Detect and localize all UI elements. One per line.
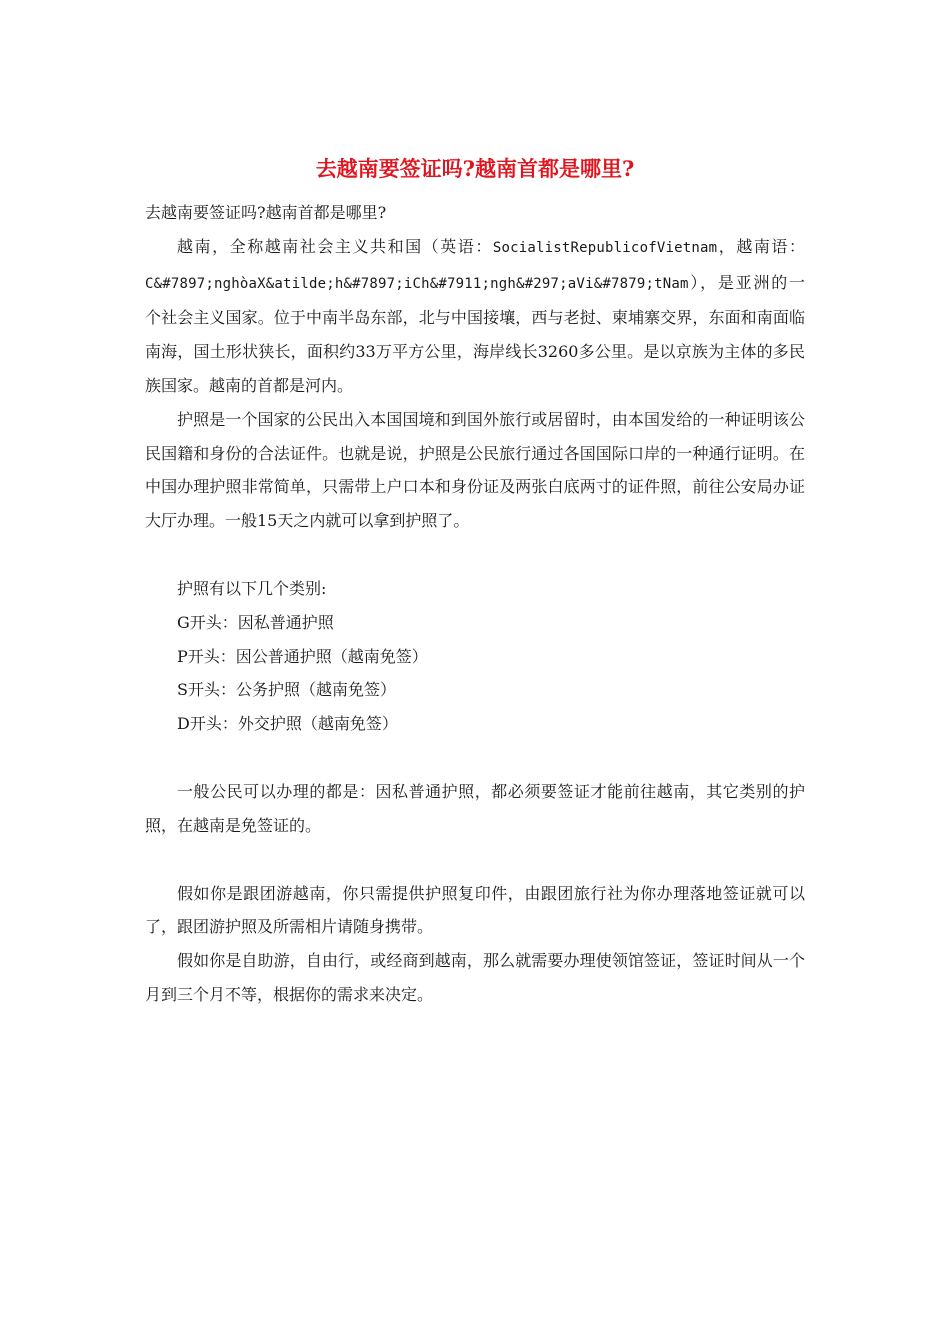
passport-type-item: S开头：公务护照（越南免签） [177, 680, 396, 700]
passport-paragraph: 护照是一个国家的公民出入本国国境和到国外旅行或居留时，由本国发给的一种证明该公民国籍和身份的合法证件。也就是说，护照是公民旅行通过各国国际口岸的一种通行证明。在中国办理护照非常简单，只需带上户口本和身份证及两张白底两寸的证件照，前往公安局办证大厅办理。一般15天之内就可以拿到护照了。 [145, 409, 805, 531]
intro-text-c: ），是亚洲的一个社会主义国家。位于中南半岛东部，北与中国接壤，西与老挝、柬埔寨交界，东面和南面临南海，国土形状狭长，面积约33万平方公里，海岸线长3260多公里。是以京族为主体的多民族国家。越南的首都是河内。 [145, 272, 805, 395]
subtitle-line: 去越南要签证吗?越南首都是哪里? [145, 203, 387, 222]
passport-type-item: G开头：因私普通护照 [177, 612, 334, 632]
intro-text-b: ，越南语： [717, 236, 805, 256]
intro-paragraph [145, 230, 805, 403]
general-citizen-paragraph: 一般公民可以办理的都是：因私普通护照，都必须要签证才能前往越南，其它类别的护照，在越南是免签证的。 [145, 781, 805, 835]
document-body [145, 196, 805, 1012]
intro-english-name: SocialistRepublicofVietnam [492, 239, 718, 256]
intro-vietnamese-name: C&#7897;nghòaX&atilde;h&#7897;iCh&#7911;ngh&#297;aVi&#7879;tNam [145, 275, 689, 292]
spacer [145, 538, 805, 572]
spacer [145, 843, 805, 877]
passport-type-item: D开头：外交护照（越南免签） [177, 714, 398, 734]
self-travel-paragraph: 假如你是自助游，自由行，或经商到越南，那么就需要办理使领馆签证，签证时间从一个月到三个月不等，根据你的需求来决定。 [145, 951, 805, 1004]
document-title: 去越南要签证吗?越南首都是哪里? [315, 156, 635, 181]
passport-types-heading: 护照有以下几个类别: [177, 578, 327, 598]
intro-text-a: 越南，全称越南社会主义共和国（英语： [177, 236, 493, 256]
passport-type-item: P开头：因公普通护照（越南免签） [177, 646, 428, 666]
group-tour-paragraph: 假如你是跟团游越南，你只需提供护照复印件，由跟团旅行社为你办理落地签证就可以了，跟团游护照及所需相片请随身携带。 [145, 883, 805, 937]
spacer [145, 741, 805, 775]
